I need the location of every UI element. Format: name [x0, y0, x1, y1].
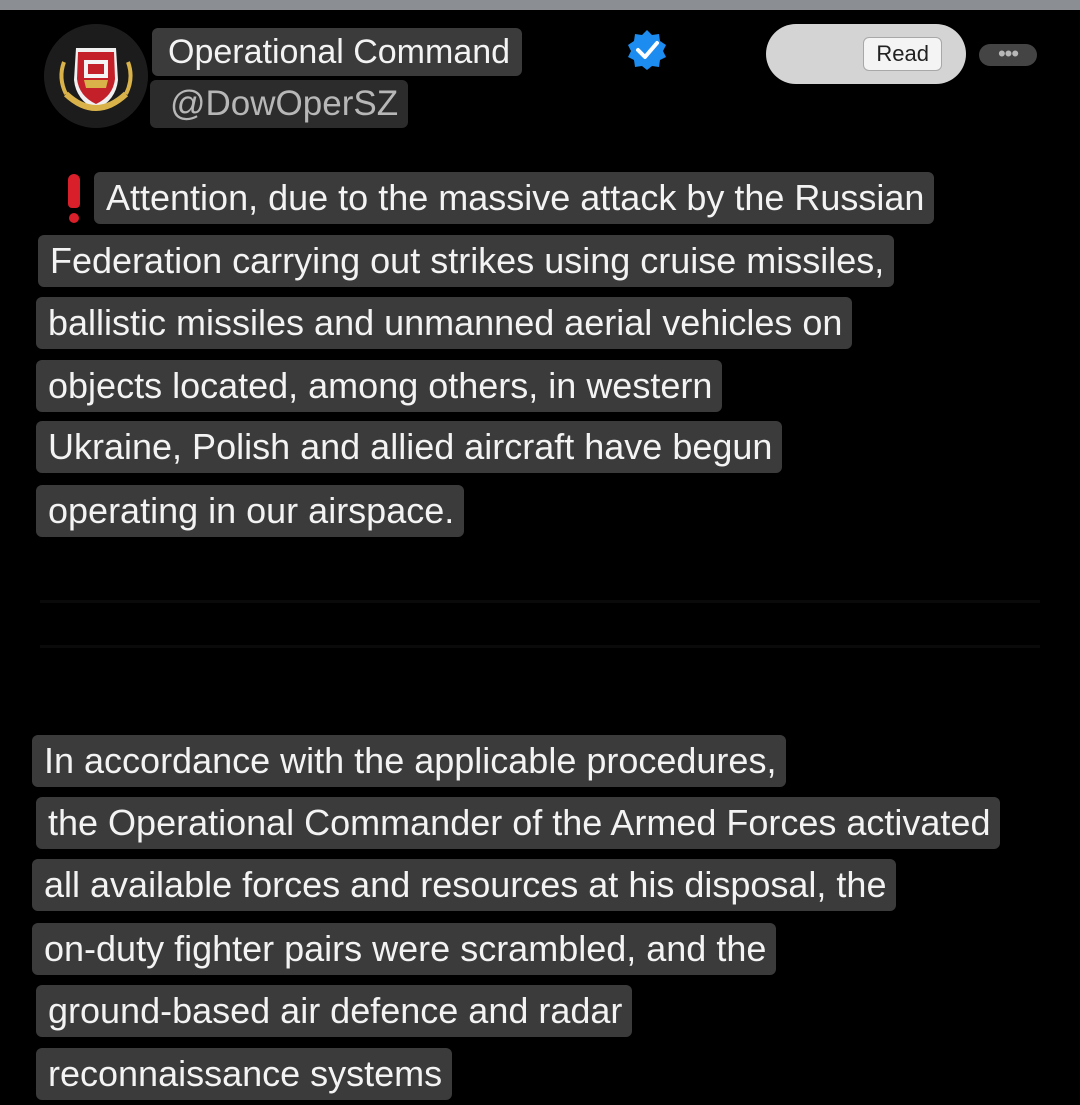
post-line-12: reconnaissance systems	[36, 1048, 452, 1100]
author-name[interactable]: Operational Command	[152, 28, 522, 76]
read-pill[interactable]	[766, 24, 966, 84]
red-exclamation-icon	[68, 174, 80, 224]
post-line-1: Attention, due to the massive attack by the Russian	[94, 172, 934, 224]
post-line-6: operating in our airspace.	[36, 485, 464, 537]
shield-crest-icon	[44, 24, 148, 128]
more-options-button[interactable]: •••	[979, 44, 1037, 66]
post-line-9: all available forces and resources at his disposal, the	[32, 859, 896, 911]
read-button[interactable]: Read	[863, 37, 942, 71]
post-line-8: the Operational Commander of the Armed Forces activated	[36, 797, 1000, 849]
post-line-5: Ukraine, Polish and allied aircraft have begun	[36, 421, 782, 473]
author-handle[interactable]: @DowOperSZ	[150, 80, 408, 128]
post-line-4: objects located, among others, in western	[36, 360, 722, 412]
post-line-2: Federation carrying out strikes using cruise missiles,	[38, 235, 894, 287]
post-line-7: In accordance with the applicable procedures,	[32, 735, 786, 787]
top-strip	[0, 0, 1080, 10]
faint-background-text	[40, 600, 1040, 603]
faint-background-text	[40, 645, 1040, 648]
post-line-10: on-duty fighter pairs were scrambled, and the	[32, 923, 776, 975]
avatar[interactable]	[44, 24, 148, 128]
verified-badge-icon	[626, 29, 668, 71]
post-line-3: ballistic missiles and unmanned aerial vehicles on	[36, 297, 852, 349]
post-line-11: ground-based air defence and radar	[36, 985, 632, 1037]
